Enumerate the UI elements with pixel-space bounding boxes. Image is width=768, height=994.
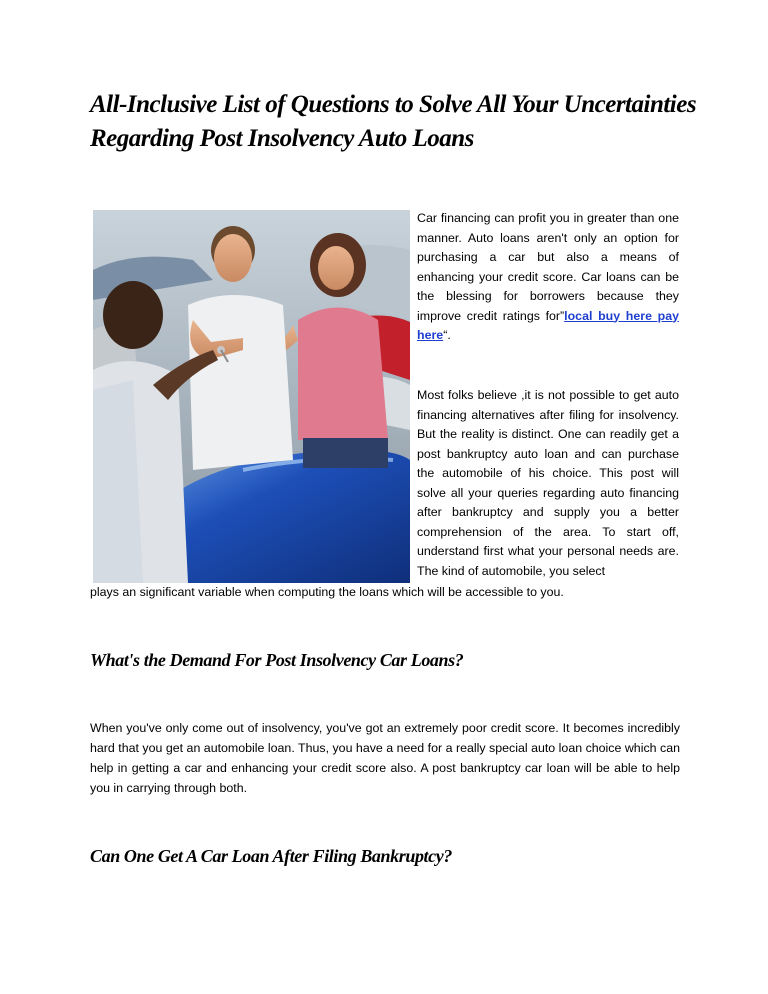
intro-text-after-link: “.	[443, 328, 451, 342]
local-buy-here-pay-here-link[interactable]: local buy here pay here	[417, 308, 679, 342]
page-title-line-1: All-Inclusive List of Questions to Solve All Your Uncertainties	[90, 91, 697, 118]
car-dealership-photo-icon	[93, 210, 410, 583]
intro-paragraph-2: Most folks believe ,it is not possible to get auto financing alternatives after filing for insolvency. But the reality is distinct. One can readily get a post bankruptcy auto loan and can purchase the automobile of his choice. This post will solve all your queries regarding auto financing after bankruptcy and supply you a better comprehension of the area. To start off, understand first what your personal needs are. The kind of automobile, you select	[417, 388, 679, 578]
page-title	[90, 88, 697, 156]
section-heading-demand: What's the Demand For Post Insolvency Car Loans?	[90, 650, 464, 670]
car-dealership-photo	[93, 210, 410, 583]
intro-paragraph-2-tail: plays an significant variable when computing the loans which will be accessible to you.	[90, 585, 564, 599]
intro-text-before-link: Car financing can profit you in greater than one manner. Auto loans aren't only an option for purchasing a car but also a means of enhancing your credit score. Car loans can be the blessing for borrowers because they improve credit ratings for”	[417, 211, 679, 323]
page-title-line-2: Regarding Post Insolvency Auto Loans	[90, 125, 474, 152]
section-heading-car-loan-after-bankruptcy: Can One Get A Car Loan After Filing Bankruptcy?	[90, 846, 452, 866]
intro-paragraph-1	[417, 209, 679, 346]
section-demand-body: When you've only come out of insolvency, you've got an extremely poor credit score. It becomes incredibly hard that you get an automobile loan. Thus, you have a need for a really special auto loan choice which can help in getting a car and enhancing your credit score also. A post bankruptcy car loan will be able to help you in carrying through both.	[90, 721, 680, 795]
